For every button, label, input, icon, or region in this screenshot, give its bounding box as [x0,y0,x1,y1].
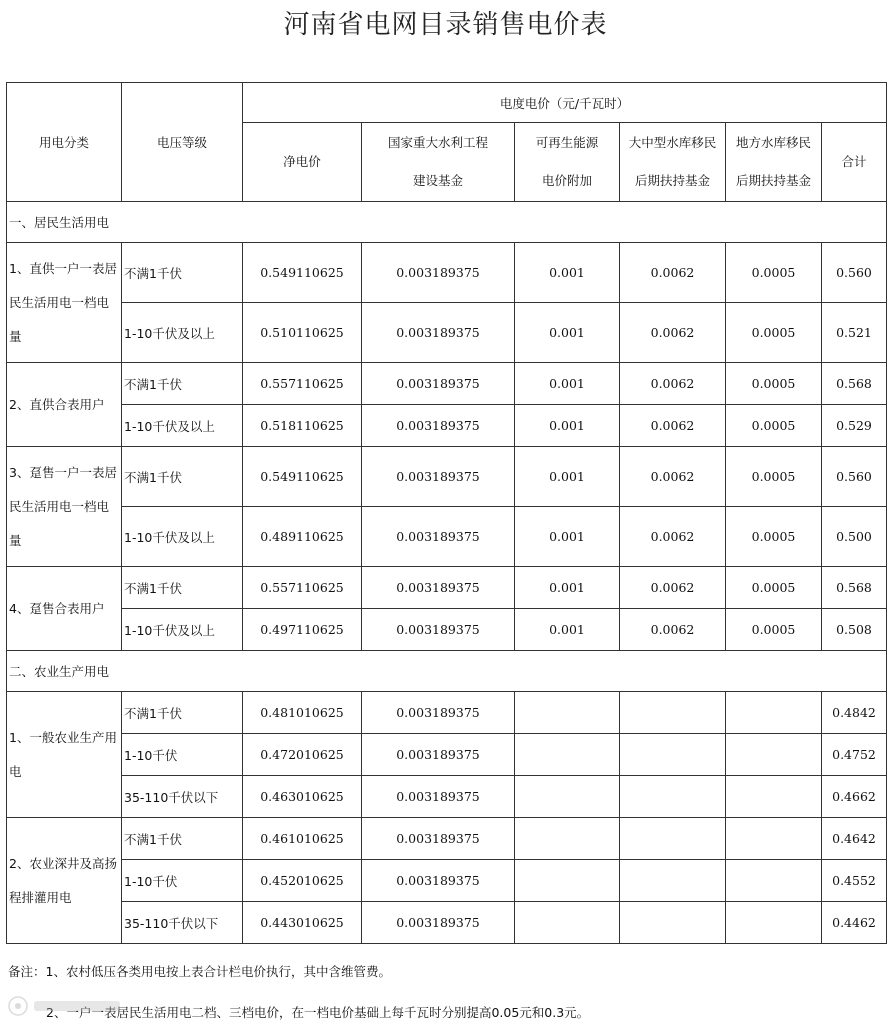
net-cell: 0.443010625 [243,902,362,944]
category-cell: 2、直供合表用户 [7,363,122,447]
net-cell: 0.549110625 [243,447,362,507]
local-cell: 0.0005 [726,507,822,567]
table-row [7,860,887,902]
net-cell: 0.472010625 [243,734,362,776]
renew-cell: 0.001 [515,567,620,609]
renew-cell [515,734,620,776]
water-cell: 0.003189375 [362,567,515,609]
total-cell: 0.4842 [822,692,887,734]
header-category: 用电分类 [7,83,122,202]
local-cell: 0.0005 [726,447,822,507]
renew-cell: 0.001 [515,243,620,303]
net-cell: 0.461010625 [243,818,362,860]
watermark-logo [6,993,126,1019]
category-cell: 1、直供一户一表居民生活用电一档电量 [7,243,122,363]
header-large-reservoir: 大中型水库移民 后期扶持基金 [620,123,726,202]
total-cell: 0.4752 [822,734,887,776]
water-cell: 0.003189375 [362,405,515,447]
voltage-cell: 1-10千伏及以上 [122,303,243,363]
section-agriculture: 二、农业生产用电 [7,651,887,692]
voltage-cell: 不满1千伏 [122,818,243,860]
renew-cell: 0.001 [515,303,620,363]
voltage-cell: 1-10千伏及以上 [122,609,243,651]
total-cell: 0.508 [822,609,887,651]
header-voltage: 电压等级 [122,83,243,202]
net-cell: 0.463010625 [243,776,362,818]
header-renewable: 可再生能源 电价附加 [515,123,620,202]
table-row [7,303,887,363]
page-title: 河南省电网目录销售电价表 [283,10,608,40]
water-cell: 0.003189375 [362,507,515,567]
total-cell: 0.4662 [822,776,887,818]
total-cell: 0.4552 [822,860,887,902]
water-cell: 0.003189375 [362,363,515,405]
table-row [7,363,887,405]
table-row [7,902,887,944]
net-cell: 0.497110625 [243,609,362,651]
renew-cell [515,692,620,734]
local-cell: 0.0005 [726,303,822,363]
large-cell: 0.0062 [620,363,726,405]
large-cell: 0.0062 [620,507,726,567]
local-cell [726,902,822,944]
large-cell [620,818,726,860]
table-row [7,447,887,507]
net-cell: 0.489110625 [243,507,362,567]
large-cell: 0.0062 [620,405,726,447]
table-row [7,818,887,860]
voltage-cell: 1-10千伏 [122,860,243,902]
total-cell: 0.529 [822,405,887,447]
local-cell: 0.0005 [726,405,822,447]
table-row [7,692,887,734]
voltage-cell: 不满1千伏 [122,692,243,734]
water-cell: 0.003189375 [362,776,515,818]
voltage-cell: 不满1千伏 [122,447,243,507]
note-1: 备注：1、农村低压各类用电按上表合计栏电价执行，其中含维管费。 [8,964,391,979]
local-cell [726,818,822,860]
total-cell: 0.4462 [822,902,887,944]
renew-cell: 0.001 [515,363,620,405]
renew-cell: 0.001 [515,405,620,447]
renew-cell: 0.001 [515,447,620,507]
total-cell: 0.4642 [822,818,887,860]
local-cell [726,692,822,734]
header-water-fund: 国家重大水利工程 建设基金 [362,123,515,202]
total-cell: 0.521 [822,303,887,363]
voltage-cell: 35-110千伏以下 [122,902,243,944]
header-net-price: 净电价 [243,123,362,202]
large-cell: 0.0062 [620,303,726,363]
large-cell [620,860,726,902]
water-cell: 0.003189375 [362,303,515,363]
renew-cell [515,902,620,944]
large-cell [620,776,726,818]
voltage-cell: 1-10千伏 [122,734,243,776]
table-row [7,567,887,609]
net-cell: 0.518110625 [243,405,362,447]
price-table [6,82,887,944]
local-cell: 0.0005 [726,243,822,303]
category-cell: 4、趸售合表用户 [7,567,122,651]
net-cell: 0.557110625 [243,363,362,405]
total-cell: 0.568 [822,363,887,405]
table-row [7,243,887,303]
table-row [7,609,887,651]
header-price-group: 电度电价（元/千瓦时） [243,83,887,123]
water-cell: 0.003189375 [362,734,515,776]
large-cell: 0.0062 [620,567,726,609]
voltage-cell: 不满1千伏 [122,363,243,405]
renew-cell [515,818,620,860]
table-row [7,734,887,776]
local-cell: 0.0005 [726,567,822,609]
net-cell: 0.481010625 [243,692,362,734]
voltage-cell: 1-10千伏及以上 [122,405,243,447]
large-cell: 0.0062 [620,243,726,303]
local-cell: 0.0005 [726,363,822,405]
header-total: 合计 [822,123,887,202]
large-cell [620,692,726,734]
water-cell: 0.003189375 [362,243,515,303]
category-cell: 1、一般农业生产用电 [7,692,122,818]
net-cell: 0.452010625 [243,860,362,902]
water-cell: 0.003189375 [362,902,515,944]
table-row [7,507,887,567]
renew-cell: 0.001 [515,507,620,567]
table-row [7,776,887,818]
large-cell: 0.0062 [620,447,726,507]
header-local-reservoir: 地方水库移民 后期扶持基金 [726,123,822,202]
water-cell: 0.003189375 [362,860,515,902]
table-row [7,405,887,447]
water-cell: 0.003189375 [362,609,515,651]
local-cell [726,860,822,902]
renew-cell [515,860,620,902]
local-cell [726,776,822,818]
voltage-cell: 1-10千伏及以上 [122,507,243,567]
category-cell: 3、趸售一户一表居民生活用电一档电量 [7,447,122,567]
total-cell: 0.560 [822,243,887,303]
total-cell: 0.500 [822,507,887,567]
large-cell [620,734,726,776]
net-cell: 0.549110625 [243,243,362,303]
voltage-cell: 不满1千伏 [122,243,243,303]
large-cell: 0.0062 [620,609,726,651]
water-cell: 0.003189375 [362,447,515,507]
note-2: 2、一户一表居民生活用电二档、三档电价，在一档电价基础上每千瓦时分别提高0.05元和0.3元。 [46,1005,590,1020]
water-cell: 0.003189375 [362,692,515,734]
local-cell [726,734,822,776]
net-cell: 0.510110625 [243,303,362,363]
large-cell [620,902,726,944]
water-cell: 0.003189375 [362,818,515,860]
local-cell: 0.0005 [726,609,822,651]
voltage-cell: 不满1千伏 [122,567,243,609]
total-cell: 0.568 [822,567,887,609]
category-cell: 2、农业深井及高扬程排灌用电 [7,818,122,944]
section-residential: 一、居民生活用电 [7,202,887,243]
voltage-cell: 35-110千伏以下 [122,776,243,818]
renew-cell: 0.001 [515,609,620,651]
net-cell: 0.557110625 [243,567,362,609]
total-cell: 0.560 [822,447,887,507]
renew-cell [515,776,620,818]
